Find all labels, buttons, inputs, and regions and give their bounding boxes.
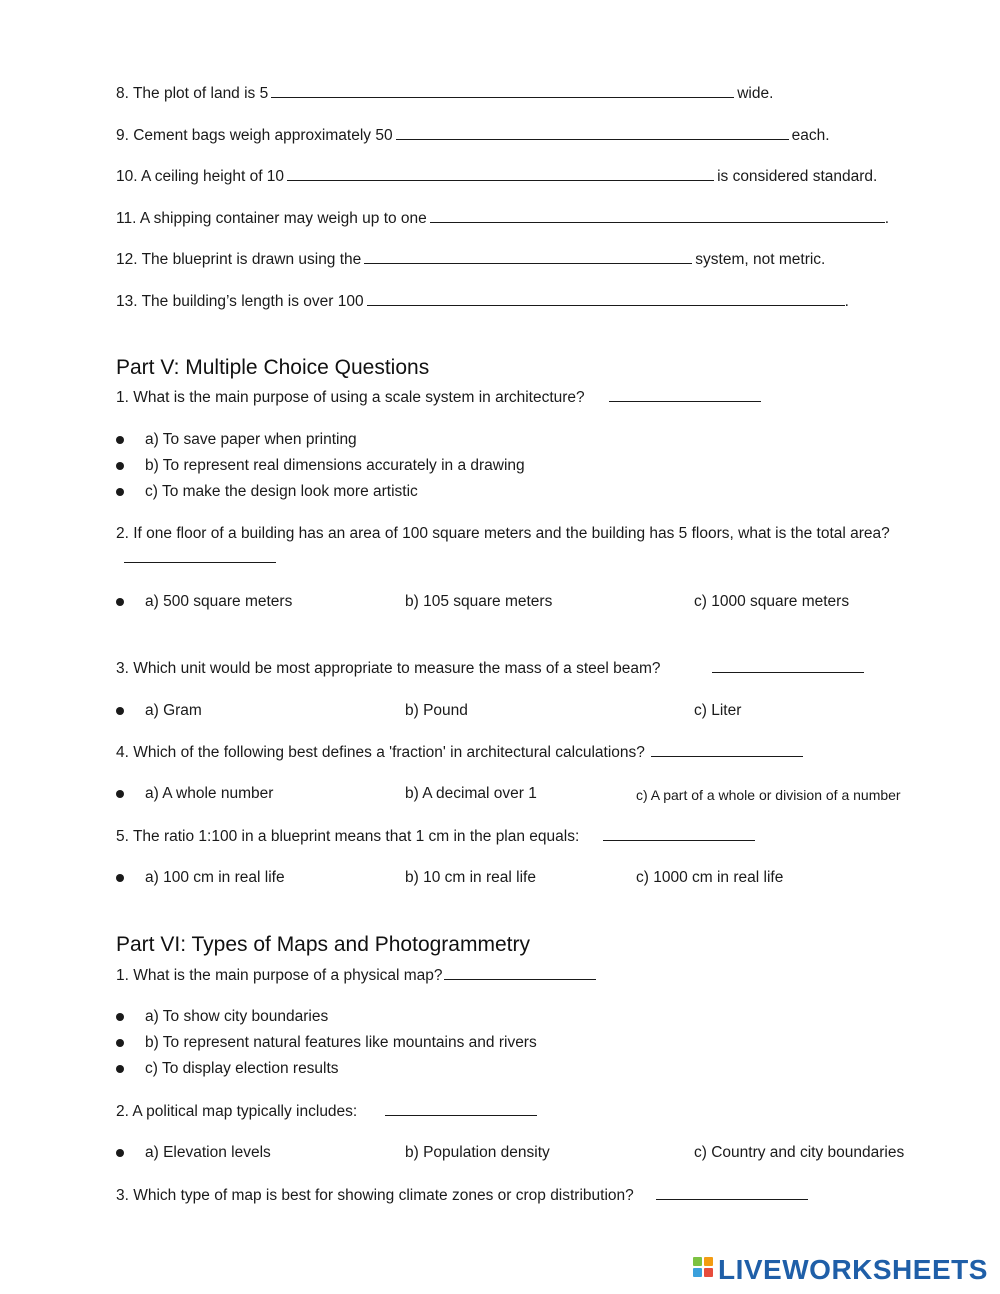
option-c[interactable]: c) To make the design look more artistic <box>145 483 418 500</box>
option-b[interactable]: b) 10 cm in real life <box>405 869 536 886</box>
question-text: 3. Which type of map is best for showing climate zones or crop distribution? <box>116 1187 634 1204</box>
option-c[interactable]: c) Country and city boundaries <box>694 1144 905 1161</box>
logo-text: LIVEWORKSHEETS <box>718 1254 988 1285</box>
question-text: 5. The ratio 1:100 in a blueprint means that 1 cm in the plan equals: <box>116 828 580 845</box>
option-b[interactable]: b) A decimal over 1 <box>405 785 537 802</box>
bullet-icon <box>116 436 124 444</box>
bullet-icon <box>116 598 124 606</box>
question-text: 3. Which unit would be most appropriate to measure the mass of a steel beam? <box>116 660 661 677</box>
option-a[interactable]: a) A whole number <box>145 785 274 802</box>
bullet-icon <box>116 790 124 798</box>
option-a[interactable]: a) Gram <box>145 702 202 719</box>
fill-in-item-9 <box>116 125 830 146</box>
item-suffix: . <box>844 293 849 310</box>
item-text: 9. Cement bags weigh approximately 50 <box>116 127 393 144</box>
item-suffix: wide. <box>737 85 774 102</box>
option-b[interactable]: b) Population density <box>405 1144 550 1161</box>
liveworksheets-logo <box>693 1254 988 1286</box>
question-text: 2. A political map typically includes: <box>116 1103 358 1120</box>
answer-blank[interactable] <box>444 965 596 980</box>
part-5-heading: Part V: Multiple Choice Questions <box>116 356 430 379</box>
bullet-icon <box>116 488 124 496</box>
fill-in-item-13 <box>116 291 849 312</box>
option-c[interactable]: c) 1000 cm in real life <box>636 869 784 886</box>
question-text: 1. What is the main purpose of a physical map? <box>116 967 443 984</box>
answer-blank[interactable] <box>396 125 789 140</box>
part-6-heading: Part VI: Types of Maps and Photogrammetry <box>116 933 530 956</box>
item-text: 13. The building’s length is over 100 <box>116 293 364 310</box>
answer-blank[interactable] <box>287 166 714 181</box>
question-text: 2. If one floor of a building has an area of 100 square meters and the building has 5 floors, what is the total area? <box>116 525 890 542</box>
fill-in-item-12 <box>116 249 825 270</box>
fill-in-item-8 <box>116 83 773 104</box>
option-b[interactable]: b) Pound <box>405 702 468 719</box>
bullet-icon <box>116 1013 124 1021</box>
item-suffix: system, not metric. <box>695 251 826 268</box>
answer-blank[interactable] <box>430 208 885 223</box>
item-text: 12. The blueprint is drawn using the <box>116 251 362 268</box>
answer-blank[interactable] <box>364 249 692 264</box>
question-5-3 <box>116 658 867 679</box>
item-text: 8. The plot of land is 5 <box>116 85 269 102</box>
option-a[interactable]: a) 100 cm in real life <box>145 869 285 886</box>
option-c[interactable]: c) To display election results <box>145 1060 339 1077</box>
question-5-2 <box>116 521 906 571</box>
item-suffix: each. <box>791 127 830 144</box>
option-b[interactable]: b) To represent natural features like mountains and rivers <box>145 1034 537 1051</box>
answer-blank[interactable] <box>385 1101 537 1116</box>
answer-blank[interactable] <box>712 658 864 673</box>
answer-blank[interactable] <box>609 387 761 402</box>
question-6-1 <box>116 965 599 986</box>
bullet-icon <box>116 707 124 715</box>
option-a[interactable]: a) Elevation levels <box>145 1144 271 1161</box>
option-b[interactable]: b) 105 square meters <box>405 593 553 610</box>
item-text: 10. A ceiling height of 10 <box>116 168 285 185</box>
question-text: 1. What is the main purpose of using a scale system in architecture? <box>116 389 585 406</box>
option-a[interactable]: a) To show city boundaries <box>145 1008 329 1025</box>
option-a[interactable]: a) To save paper when printing <box>145 431 357 448</box>
option-c[interactable]: c) 1000 square meters <box>694 593 850 610</box>
question-5-4 <box>116 742 806 763</box>
question-6-2 <box>116 1101 540 1122</box>
logo-mark-icon <box>693 1257 715 1283</box>
question-5-1 <box>116 387 764 408</box>
answer-blank[interactable] <box>367 291 845 306</box>
item-suffix: . <box>884 210 890 227</box>
option-a[interactable]: a) 500 square meters <box>145 593 293 610</box>
fill-in-item-11 <box>116 208 889 229</box>
answer-blank[interactable] <box>651 742 803 757</box>
bullet-icon <box>116 1065 124 1073</box>
item-suffix: is considered standard. <box>717 168 878 185</box>
bullet-icon <box>116 462 124 470</box>
bullet-icon <box>116 1149 124 1157</box>
option-c[interactable]: c) Liter <box>694 702 742 719</box>
answer-blank[interactable] <box>656 1185 808 1200</box>
question-5-5 <box>116 826 758 847</box>
bullet-icon <box>116 1039 124 1047</box>
question-6-3 <box>116 1185 811 1206</box>
question-text: 4. Which of the following best defines a 'fraction' in architectural calculations? <box>116 744 645 761</box>
bullet-icon <box>116 874 124 882</box>
option-b[interactable]: b) To represent real dimensions accurately in a drawing <box>145 457 525 474</box>
option-c[interactable]: c) A part of a whole or division of a number <box>636 787 901 803</box>
fill-in-item-10 <box>116 166 877 187</box>
answer-blank[interactable] <box>603 826 755 841</box>
answer-blank[interactable] <box>124 548 276 563</box>
item-text: 11. A shipping container may weigh up to one <box>116 210 427 227</box>
answer-blank[interactable] <box>271 83 734 98</box>
